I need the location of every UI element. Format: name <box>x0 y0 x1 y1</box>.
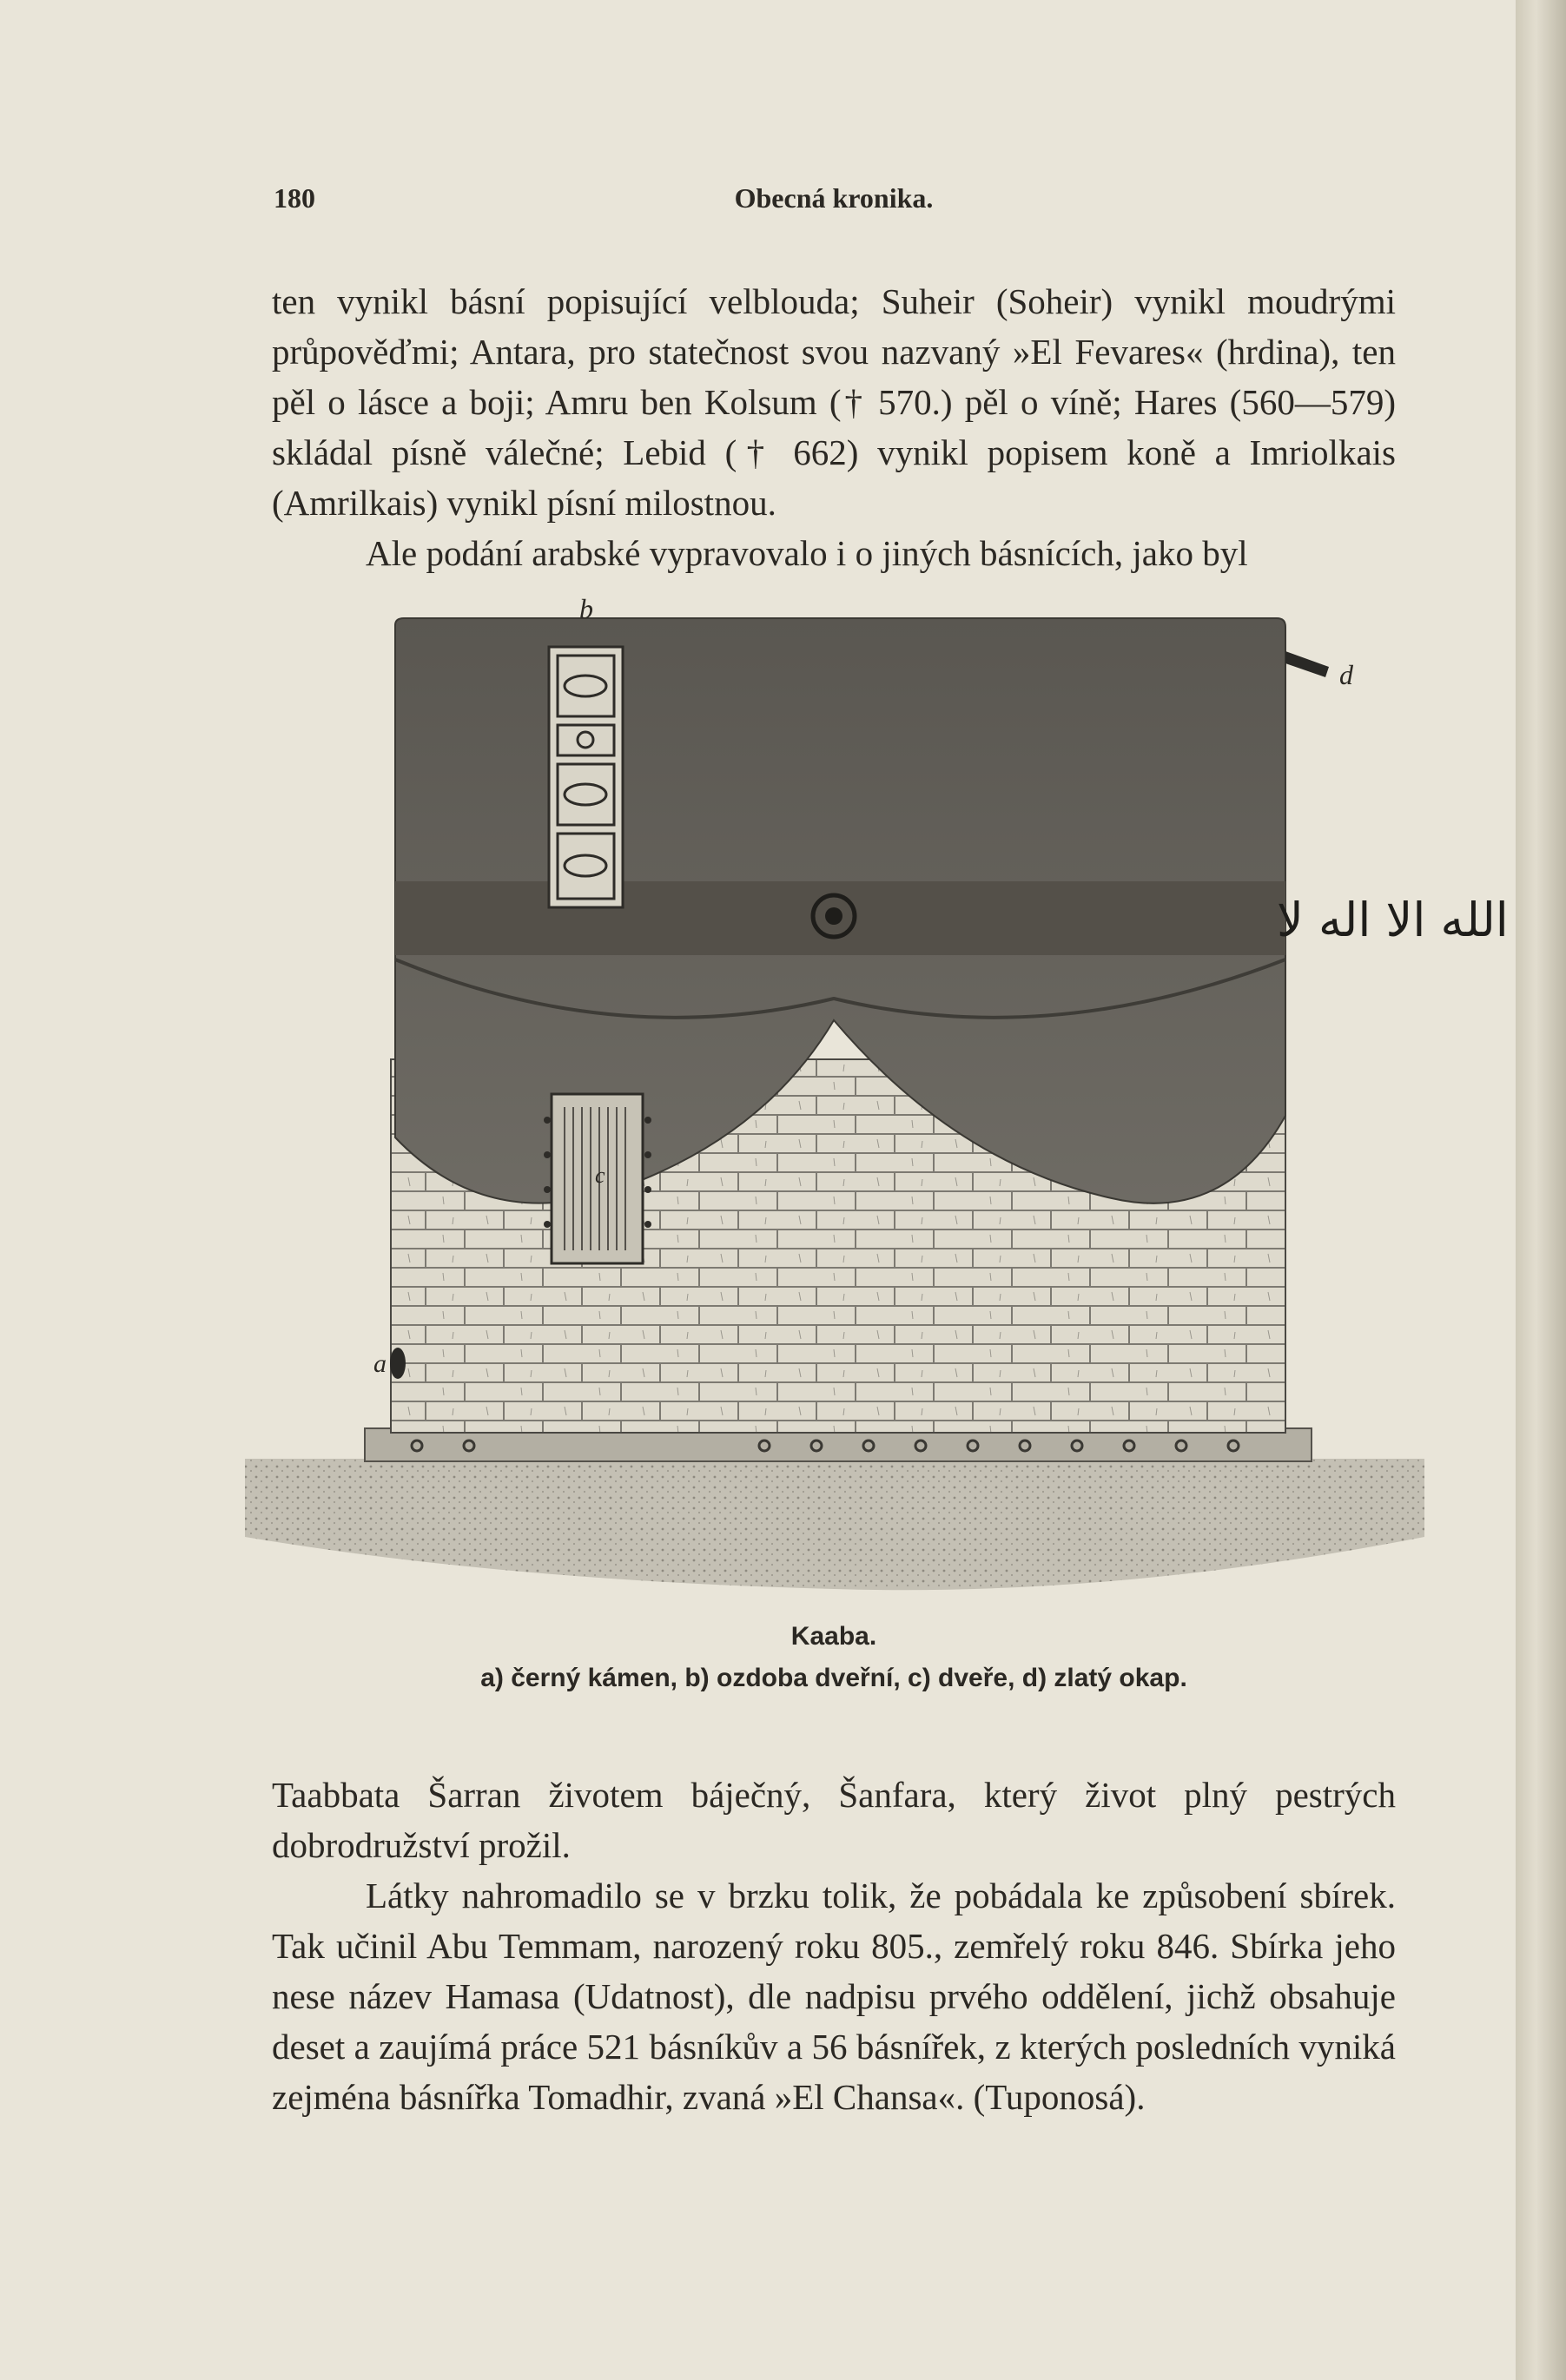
golden-gutter <box>1285 651 1329 677</box>
page-header <box>274 182 1394 217</box>
inscription: الله الا اله لا <box>1277 893 1509 947</box>
kaaba-illustration <box>243 593 1509 1606</box>
label-b: b <box>579 593 593 624</box>
label-c: c <box>595 1163 605 1188</box>
door-ornament-panel <box>549 647 623 907</box>
label-a: a <box>373 1349 387 1378</box>
page-number: 180 <box>274 182 315 214</box>
paragraph: Ale podání arabské vypravovalo i o jiných básnících, jako byl <box>366 533 1248 573</box>
ground <box>245 1459 1424 1590</box>
caption-title: Kaaba. <box>790 1622 877 1651</box>
black-stone <box>390 1348 406 1379</box>
text-block-bottom <box>272 1770 1396 2122</box>
paragraph: ten vynikl básní popisující velblouda; Suheir (Soheir) vynikl moudrými průpověďmi; Antara, pro statečnost svou nazvaný »El Fevares« (hrdina), ten pěl o lásce a boji; Amru ben Kolsum († 570.) pěl o víně; Hares (560—579) skládal písně válečné; Lebid († 662) vynikl popisem koně a Imriolkais (Amrilkais) vynikl písní milostnou. <box>272 281 1396 523</box>
page-edge <box>1516 0 1566 2380</box>
running-title: Obecná kronika. <box>734 182 934 214</box>
figure-caption <box>272 1622 1396 1693</box>
caption-legend: a) černý kámen, b) ozdoba dveřní, c) dveře, d) zlatý okap. <box>480 1664 1187 1692</box>
paragraph: Taabbata Šarran životem báječný, Šanfara, který život plný pestrých dobrodružství prožil. <box>272 1775 1396 1865</box>
paragraph: Látky nahromadilo se v brzku tolik, že pobádala ke způsobení sbírek. Tak učinil Abu Temmam, narozený roku 805., zemřelý roku 846. Sbírka jeho nese název Hamasa (Udatnost), dle nadpisu prvého oddělení, jichž obsahuje deset a zaujímá práce 521 básníkův a 56 básnířek, z kterých posledních vyniká zejména básnířka Tomadhir, zvaná »El Chansa«. (Tuponosá). <box>272 1876 1396 2117</box>
text-block-top <box>272 276 1396 578</box>
label-d: d <box>1339 659 1353 690</box>
